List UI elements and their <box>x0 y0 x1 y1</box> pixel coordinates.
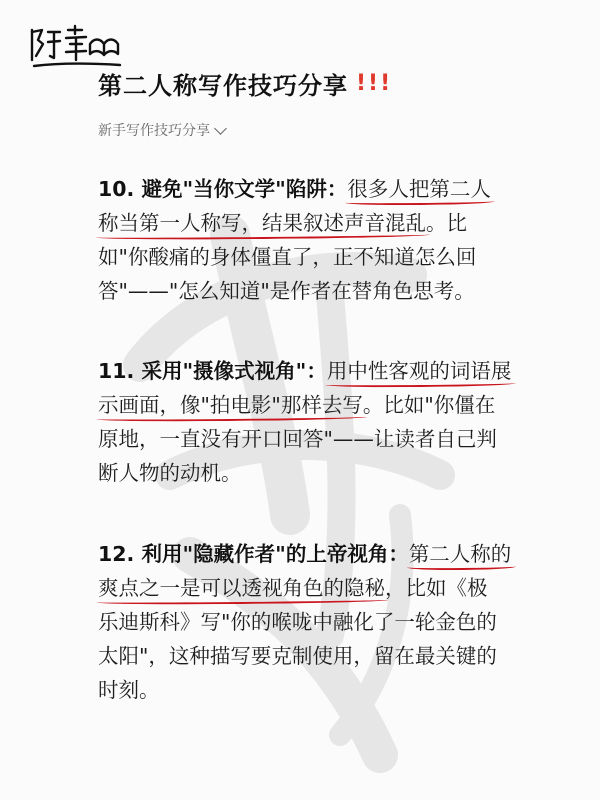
body-text: ，比如《极 <box>385 576 488 600</box>
section-line: 答"——"怎么知道"是作者在替角色思考。 <box>98 279 475 303</box>
section-line: 如"你酸痛的身体僵直了，正不知道怎么回 <box>98 245 477 269</box>
underlined-phrase: 很多人把第二人 <box>347 172 491 206</box>
underlined-phrase: 示画面，像"拍电影"那样去写 <box>98 388 363 422</box>
tip-section-10 <box>98 172 538 308</box>
body-text: 。比 <box>426 211 467 235</box>
section-line: 原地，一直没有开口回答"——让读者自己判 <box>98 427 497 451</box>
red-exclamation-icon: ! ! ! <box>356 70 391 96</box>
section-heading: 12. 利用"隐藏作者"的上帝视角： <box>98 542 409 566</box>
underlined-phrase: 用中性客观的词语展 <box>327 354 512 388</box>
chevron-down-icon <box>214 122 227 135</box>
section-line: 断人物的动机。 <box>98 461 242 485</box>
author-signature <box>28 22 128 70</box>
tip-section-12 <box>98 537 538 707</box>
signature-handwriting-graphic <box>28 22 128 70</box>
body-text: 。比如"你僵在 <box>362 393 496 417</box>
note-title: 第二人称写作技巧分享 <box>98 72 348 100</box>
section-line <box>98 571 538 605</box>
tip-section-11 <box>98 354 538 490</box>
section-line <box>98 537 538 571</box>
underlined-phrase: 第二人称的 <box>409 537 512 571</box>
section-line: 乐迪斯科》写"你的喉咙中融化了一轮金色的 <box>98 610 497 634</box>
section-line <box>98 354 538 388</box>
underlined-phrase: 爽点之一是可以透视角色的隐秘 <box>98 571 385 605</box>
section-line <box>98 206 538 240</box>
section-heading: 11. 采用"摄像式视角"： <box>98 359 327 383</box>
section-line: 时刻。 <box>98 678 160 702</box>
section-line <box>98 388 538 422</box>
note-title-row <box>98 66 390 101</box>
section-line <box>98 172 538 206</box>
section-heading: 10. 避免"当你文学"陷阱： <box>98 177 348 201</box>
section-line: 太阳"，这种描写要克制使用，留在最关键的 <box>98 644 497 668</box>
underlined-phrase: 称当第一人称写，结果叙述声音混乱 <box>98 206 426 240</box>
category-tag[interactable] <box>98 120 225 140</box>
category-label: 新手写作技巧分享 <box>98 123 210 139</box>
